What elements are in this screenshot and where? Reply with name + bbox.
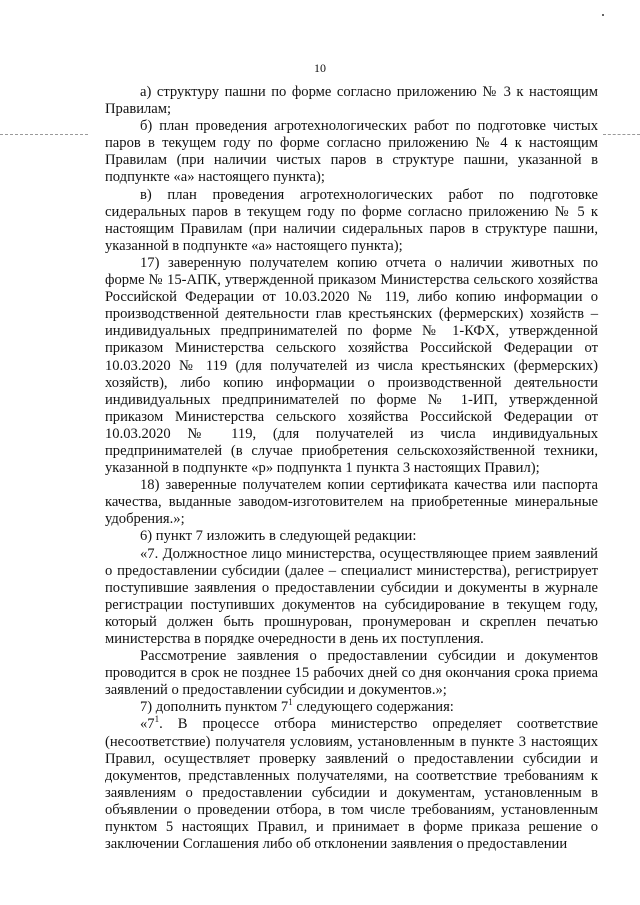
paragraph-7-add [105,699,598,716]
superscript: 1 [288,697,293,708]
paragraph-7-1-post: . В процессе отбора министерство определяет соответствие (несоответствие) получателя условиям, установленным в пункте 3 настоящих Правил, осуществляет проверку заявлений о предоставлении субсидии и документов, представленных получателями, на соответствие требованиям к заявлениям о предоставлении субсидии и документам, установленным в объявлении о проведении отбора, в том числе требованиям, установленным пунктом 5 настоящих Правил, и принимает в форме приказа решение о заключении Соглашения либо об отклонении заявления о предоставлении [105,716,598,853]
scan-line-right [603,134,640,135]
scan-speck [602,14,604,16]
paragraph-7-add-pre: 7) дополнить пунктом 7 [140,699,289,716]
paragraph-7-1 [105,716,598,853]
paragraph-18: 18) заверенные получателем копии сертификата качества или паспорта качества, выданные заводом-изготовителем на приобретенные минеральные удобрения.»; [105,477,598,528]
scan-line-left [0,134,88,135]
paragraph-7: «7. Должностное лицо министерства, осуществляющее прием заявлений о предоставлении субсидии (далее – специалист министерства), регистрирует поступившие заявления о предоставлении субсидии и документы в журнале регистрации поступивших документов на субсидирование в текущем году, который должен быть прошнурован, пронумерован и скреплен печатью министерства в порядке очередности в день их поступления. [105,545,598,647]
paragraph-17: 17) заверенную получателем копию отчета о наличии животных по форме № 15-АПК, утвержденной приказом Министерства сельского хозяйства Российской Федерации от 10.03.2020 № 119, либо копию информации о производственной деятельности глав крестьянских (фермерских) хозяйств – индивидуальных предпринимателей по форме № 1-КФХ, утвержденной приказом Министерства сельского хозяйства Российской Федерации от 10.03.2020 № 119 (для получателей из числа крестьянских (фермерских) хозяйств), либо копию информации о производственной деятельности индивидуальных предпринимателей по форме № 1-ИП, утвержденной приказом Министерства сельского хозяйства Российской Федерации от 10.03.2020 № 119, (для получателей из числа индивидуальных предпринимателей (в случае приобретения сельскохозяйственной техники, указанной в подпункте «р» подпункта 1 пункта 3 настоящих Правил); [105,254,598,477]
paragraph-a: а) структуру пашни по форме согласно приложению № 3 к настоящим Правилам; [105,84,598,118]
paragraph-7-1-pre: «7 [140,716,155,733]
paragraph-review: Рассмотрение заявления о предоставлении субсидии и документов проводится в срок не позднее 15 рабочих дней со дня окончания срока приема заявлений о предоставлении субсидии и документов.»; [105,648,598,699]
paragraph-6: 6) пункт 7 изложить в следующей редакции: [140,528,417,545]
page-number: 10 [314,61,326,75]
superscript: 1 [154,714,160,725]
paragraph-v: в) план проведения агротехнологических работ по подготовке сидеральных паров в текущем году по форме согласно приложению № 5 к настоящим Правилам (при наличии сидеральных паров в структуре пашни, указанной в подпункте «а» настоящего пункта); [105,186,598,254]
body-text [105,84,598,853]
paragraph-7-add-post: следующего содержания: [292,699,454,716]
paragraph-b: б) план проведения агротехнологических работ по подготовке чистых паров в текущем году по форме согласно приложению № 4 к настоящим Правилам (при наличии чистых паров в структуре пашни, указанной в подпункте «а» настоящего пункта); [105,118,598,186]
